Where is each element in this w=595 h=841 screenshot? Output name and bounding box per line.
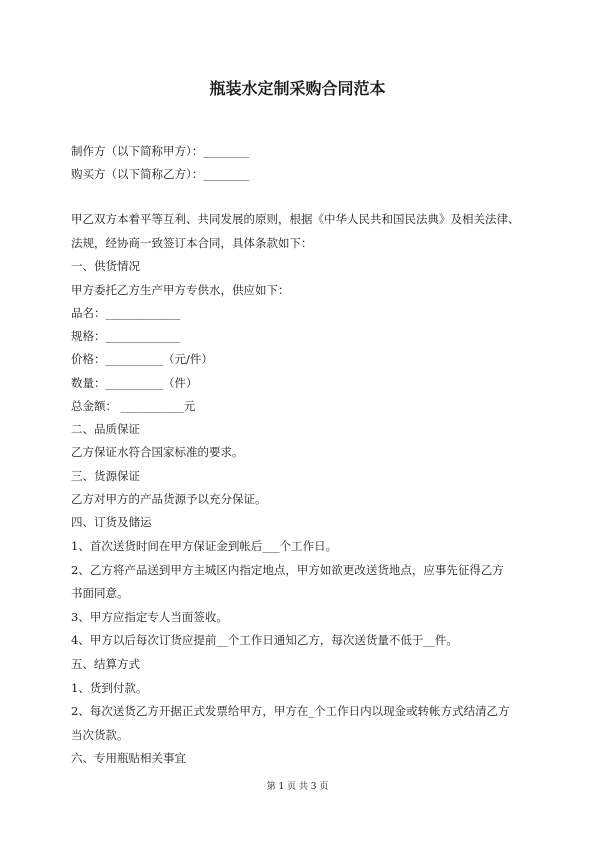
body-line: 三、货源保证 (71, 469, 140, 483)
body-line: 五、结算方式 (71, 657, 140, 671)
intro-line: 甲乙双方本着平等互利、共同发展的原则，根据《中华人民共和国民法典》及相关法律、 (71, 212, 520, 226)
page-footer: 第 1 页 共 3 页 (266, 782, 329, 792)
body-line: 六、专用瓶贴相关事宜 (71, 751, 186, 765)
body-line: 4、甲方以后每次订货应提前__个工作日通知乙方，每次送货量不低于__件。 (71, 633, 458, 647)
body-line: 二、品质保证 (71, 422, 140, 436)
body-line: 1、货到付款。 (71, 681, 148, 695)
document-title: 瓶装水定制采购合同范本 (209, 79, 386, 98)
body-line: 甲方委托乙方生产甲方专供水，供应如下： (71, 283, 290, 297)
intro-line: 法规，经协商一致签订本合同，具体条款如下： (71, 236, 313, 250)
body-line: 当次货款。 (71, 728, 129, 742)
body-line: 书面同意。 (71, 586, 129, 600)
body-line: 1、首次送货时间在甲方保证金到帐后___个工作日。 (71, 539, 338, 553)
party-a-line: 制作方（以下简称甲方）：________ (71, 144, 250, 158)
body-line: 规格：_____________ (71, 329, 181, 343)
body-line: 一、供货情况 (71, 259, 140, 273)
body-line: 价格：__________（元/件） (71, 352, 213, 366)
body-line: 数量：__________（件） (71, 376, 198, 390)
body-line: 3、甲方应指定专人当面签收。 (71, 610, 228, 624)
body-line: 2、乙方将产品送到甲方主城区内指定地点，甲方如欲更改送货地点，应事先征得乙方 (71, 563, 504, 577)
body-line: 乙方对甲方的产品货源予以充分保证。 (71, 492, 267, 506)
body-line: 四、订货及储运 (71, 515, 152, 529)
party-b-line: 购买方（以下简称乙方）：________ (71, 167, 250, 181)
body-line: 2、每次送货乙方开据正式发票给甲方，甲方在_个工作日内以现金或转帐方式结清乙方 (71, 704, 510, 718)
body-line: 总金额： ___________元 (71, 399, 196, 413)
body-line: 乙方保证水符合国家标准的要求。 (71, 445, 244, 459)
body-line: 品名：_____________ (71, 306, 181, 320)
